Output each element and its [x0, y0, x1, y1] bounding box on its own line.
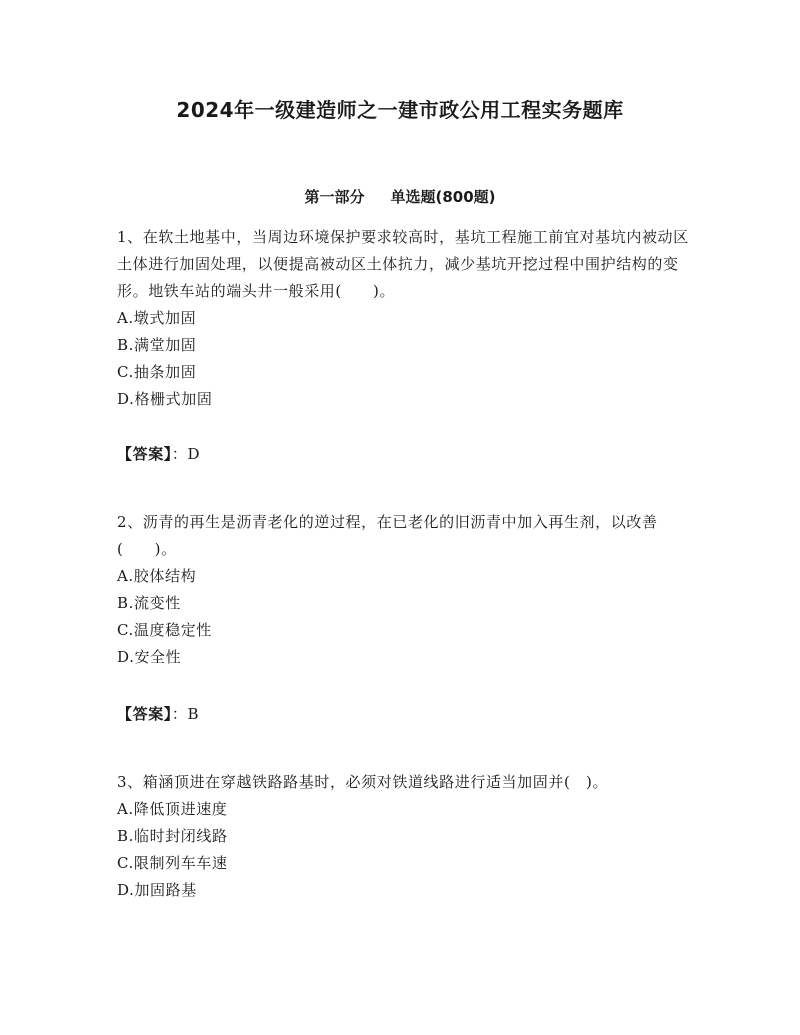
option-d: D.加固路基 — [117, 881, 197, 899]
option-b: B.满堂加固 — [117, 336, 197, 354]
section-heading — [0, 186, 800, 207]
question-3 — [117, 769, 692, 904]
option-c: C.温度稳定性 — [117, 621, 212, 639]
answer-label: 【答案】 — [117, 445, 172, 463]
question-stem: 3、箱涵顶进在穿越铁路路基时，必须对铁道线路进行适当加固并( )。 — [117, 773, 609, 791]
section-heading-label: 单选题(800题) — [390, 188, 496, 206]
option-d: D.格栅式加固 — [117, 390, 213, 408]
answer-label: 【答案】 — [117, 705, 172, 723]
question-2 — [117, 509, 692, 671]
option-b: B.临时封闭线路 — [117, 827, 228, 845]
page-title: 2024年一级建造师之一建市政公用工程实务题库 — [176, 98, 624, 122]
question-1 — [117, 224, 692, 413]
answer-value: ：B — [171, 705, 200, 723]
option-c: C.抽条加固 — [117, 363, 197, 381]
option-d: D.安全性 — [117, 648, 182, 666]
answer-1 — [117, 443, 200, 464]
answer-2 — [117, 703, 199, 724]
question-stem: 1、在软土地基中，当周边环境保护要求较高时，基坑工程施工前宜对基坑内被动区土体进行加固处理，以便提高被动区土体抗力，减少基坑开挖过程中围护结构的变形。地铁车站的端头井一般采用( )。 — [117, 228, 689, 300]
option-a: A.胶体结构 — [117, 567, 197, 585]
answer-value: ：D — [171, 445, 201, 463]
option-c: C.限制列车车速 — [117, 854, 228, 872]
option-b: B.流变性 — [117, 594, 181, 612]
option-a: A.墩式加固 — [117, 309, 197, 327]
question-stem: 2、沥青的再生是沥青老化的逆过程，在已老化的旧沥青中加入再生剂，以改善( )。 — [117, 513, 658, 558]
section-part-label: 第一部分 — [304, 188, 365, 206]
option-a: A.降低顶进速度 — [117, 800, 228, 818]
